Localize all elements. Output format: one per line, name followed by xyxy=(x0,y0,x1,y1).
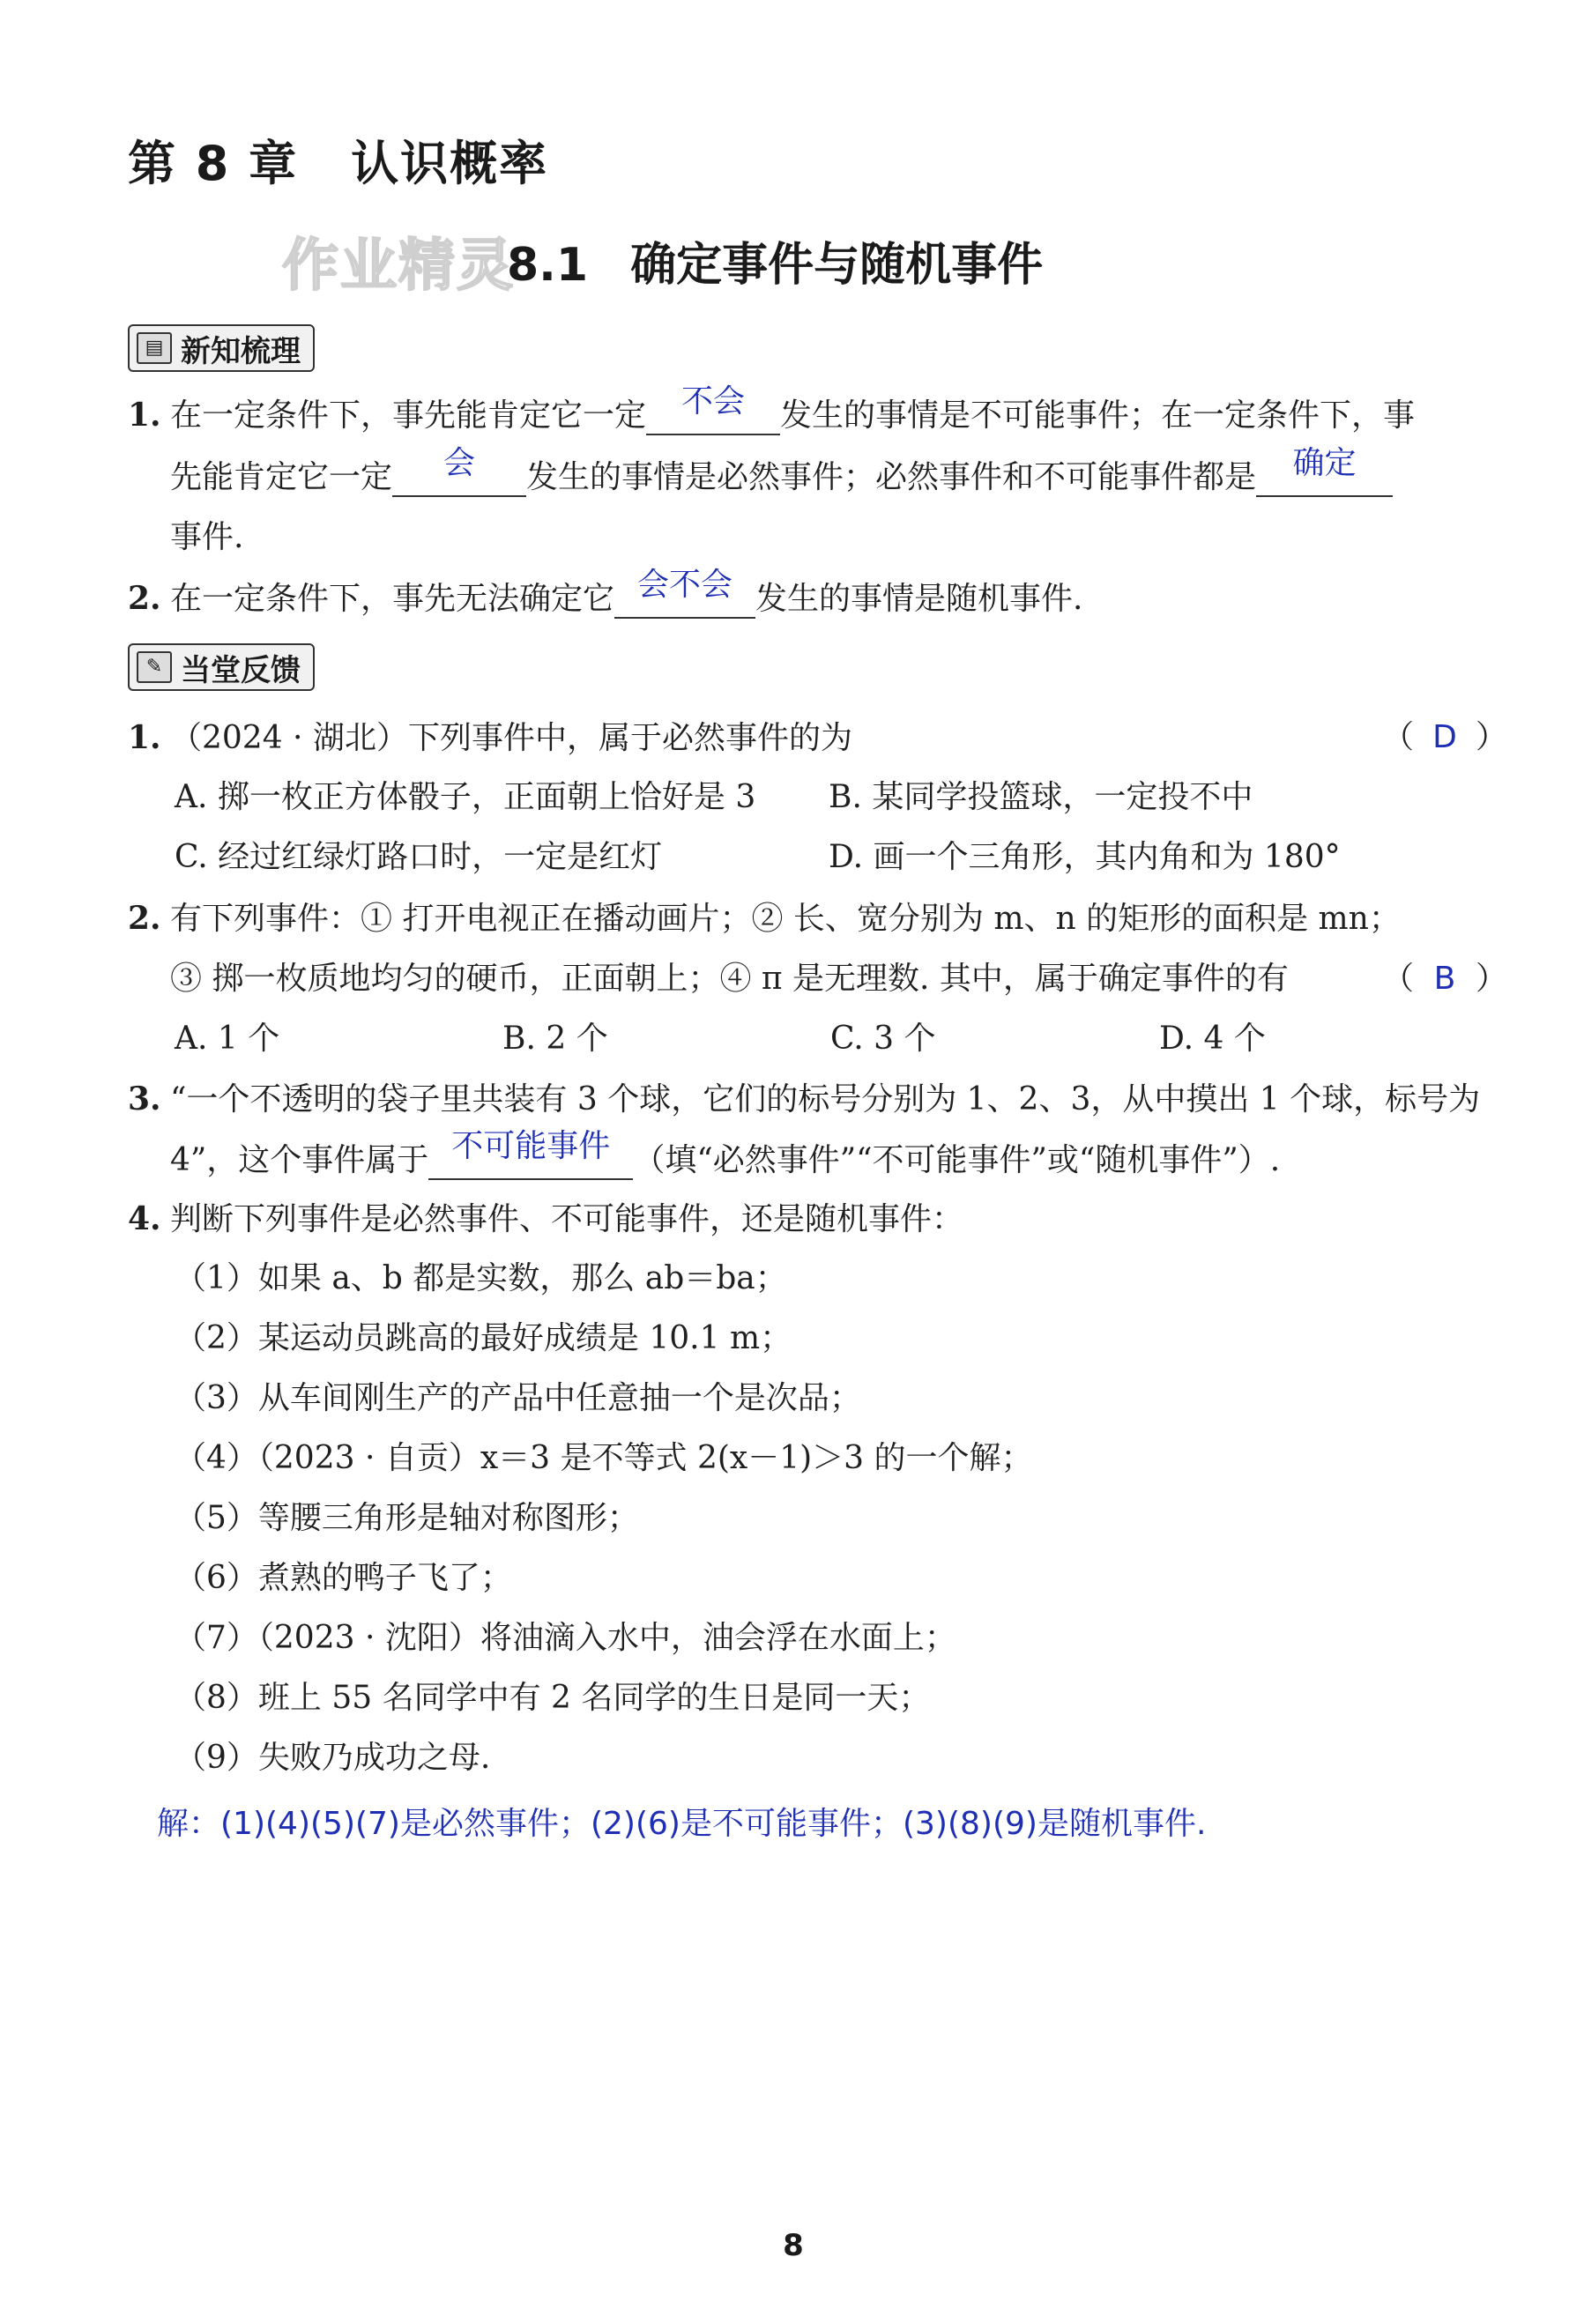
feedback-heading xyxy=(128,643,315,691)
sub-item: （3）从车间刚生产的产品中任意抽一个是次品； xyxy=(175,1380,861,1416)
option-a: A. 1 个 xyxy=(175,1021,280,1057)
knowledge-q1-line3: 事件. xyxy=(170,519,244,555)
handwritten-answer: 会 xyxy=(443,445,476,481)
option-b: B. 2 个 xyxy=(502,1021,608,1057)
question-text: 先能肯定它一定 xyxy=(170,459,393,495)
sub-item: （2）某运动员跳高的最好成绩是 10.1 m； xyxy=(175,1320,792,1356)
knowledge-q1-line2 xyxy=(170,445,1393,497)
handwritten-answer: 确定 xyxy=(1292,445,1357,481)
answer-parentheses: （ D ） xyxy=(1382,719,1508,755)
chapter-title: 认识概率 xyxy=(351,136,549,191)
section-number: 8.1 xyxy=(507,239,589,292)
option-a: A. 掷一枚正方体骰子，正面朝上恰好是 3 xyxy=(175,779,756,815)
book-icon: ▤ xyxy=(137,332,172,364)
knowledge-heading-label: 新知梳理 xyxy=(181,333,301,369)
question-number: 2. xyxy=(128,580,161,617)
question-text: 发生的事情是不可能事件；在一定条件下，事 xyxy=(780,397,1416,434)
question-text: 有下列事件：① 打开电视正在播动画片；② 长、宽分别为 m、n 的矩形的面积是 mn； xyxy=(170,901,1401,937)
question-number: 2. xyxy=(128,900,161,937)
watermark: 作业精灵 xyxy=(282,234,515,299)
knowledge-q1-line1 xyxy=(128,383,1416,435)
page-number: 8 xyxy=(783,2228,804,2263)
answer-blank xyxy=(646,383,780,435)
question-text: 发生的事情是必然事件；必然事件和不可能事件都是 xyxy=(526,459,1257,495)
question-text: “一个不透明的袋子里共装有 3 个球，它们的标号分别为 1、2、3，从中摸出 1 个球，标号为 xyxy=(170,1081,1481,1117)
sub-item: （5）等腰三角形是轴对称图形； xyxy=(175,1500,639,1536)
option-c: C. 3 个 xyxy=(830,1021,936,1057)
feedback-q2-line1 xyxy=(128,899,1401,939)
feedback-q3-line1 xyxy=(128,1080,1480,1119)
question-number: 1. xyxy=(128,719,161,756)
handwritten-answer: 不会 xyxy=(681,383,746,420)
pencil-icon: ✎ xyxy=(137,651,172,683)
section-title: 确定事件与随机事件 xyxy=(630,239,1044,292)
sub-item: （8）班上 55 名同学中有 2 名同学的生日是同一天； xyxy=(175,1680,931,1716)
section-heading xyxy=(507,227,1043,293)
answer-blank xyxy=(428,1128,633,1180)
sub-item: （9）失败乃成功之母. xyxy=(175,1740,491,1776)
feedback-q4-stem xyxy=(128,1199,963,1239)
answer-blank xyxy=(392,445,526,497)
question-number: 3. xyxy=(128,1080,161,1117)
question-text: 在一定条件下，事先能肯定它一定 xyxy=(170,397,647,434)
question-text: 发生的事情是随机事件. xyxy=(755,581,1083,617)
question-text: 判断下列事件是必然事件、不可能事件，还是随机事件： xyxy=(170,1201,964,1237)
question-text: 4”，这个事件属于 xyxy=(170,1142,429,1178)
feedback-heading-label: 当堂反馈 xyxy=(181,652,301,688)
feedback-q2-line2: ③ 掷一枚质地均匀的硬币，正面朝上；④ π 是无理数. 其中，属于确定事件的有 xyxy=(170,961,1289,997)
question-text: （填“必然事件”“不可能事件”或“随机事件”）. xyxy=(633,1142,1281,1178)
question-text: 在一定条件下，事先无法确定它 xyxy=(170,581,615,617)
question-number: 1. xyxy=(128,397,161,434)
feedback-q3-line2 xyxy=(170,1128,1281,1180)
answer-blank xyxy=(614,567,755,619)
question-number: 4. xyxy=(128,1200,161,1237)
sub-item: （1）如果 a、b 都是实数，那么 ab＝ba； xyxy=(175,1260,787,1296)
handwritten-answer: 会不会 xyxy=(637,567,733,603)
sub-item: （7）（2023 · 沈阳）将油滴入水中，油会浮在水面上； xyxy=(175,1620,956,1656)
option-c: C. 经过红绿灯路口时，一定是红灯 xyxy=(175,839,663,875)
chapter-number: 第 8 章 xyxy=(128,136,299,191)
question-text: （2024 · 湖北）下列事件中，属于必然事件的为 xyxy=(170,720,852,756)
handwritten-solution: 解：(1)(4)(5)(7)是必然事件；(2)(6)是不可能事件；(3)(8)(9)是随机事件. xyxy=(157,1806,1207,1842)
knowledge-q2 xyxy=(128,567,1083,619)
option-d: D. 画一个三角形，其内角和为 180° xyxy=(829,839,1341,875)
handwritten-answer: D xyxy=(1432,719,1457,755)
sub-item: （4）（2023 · 自贡）x＝3 是不等式 2(x－1)＞3 的一个解； xyxy=(175,1440,1033,1476)
handwritten-answer: 不可能事件 xyxy=(451,1128,611,1164)
handwritten-answer: B xyxy=(1433,961,1456,997)
feedback-q1-stem xyxy=(128,718,852,758)
knowledge-heading xyxy=(128,324,315,372)
answer-blank xyxy=(1256,445,1393,497)
option-b: B. 某同学投篮球，一定投不中 xyxy=(829,779,1253,815)
chapter-heading xyxy=(128,126,548,194)
sub-item: （6）煮熟的鸭子飞了； xyxy=(175,1560,512,1596)
answer-parentheses: （ B ） xyxy=(1382,961,1508,997)
option-d: D. 4 个 xyxy=(1159,1021,1266,1057)
